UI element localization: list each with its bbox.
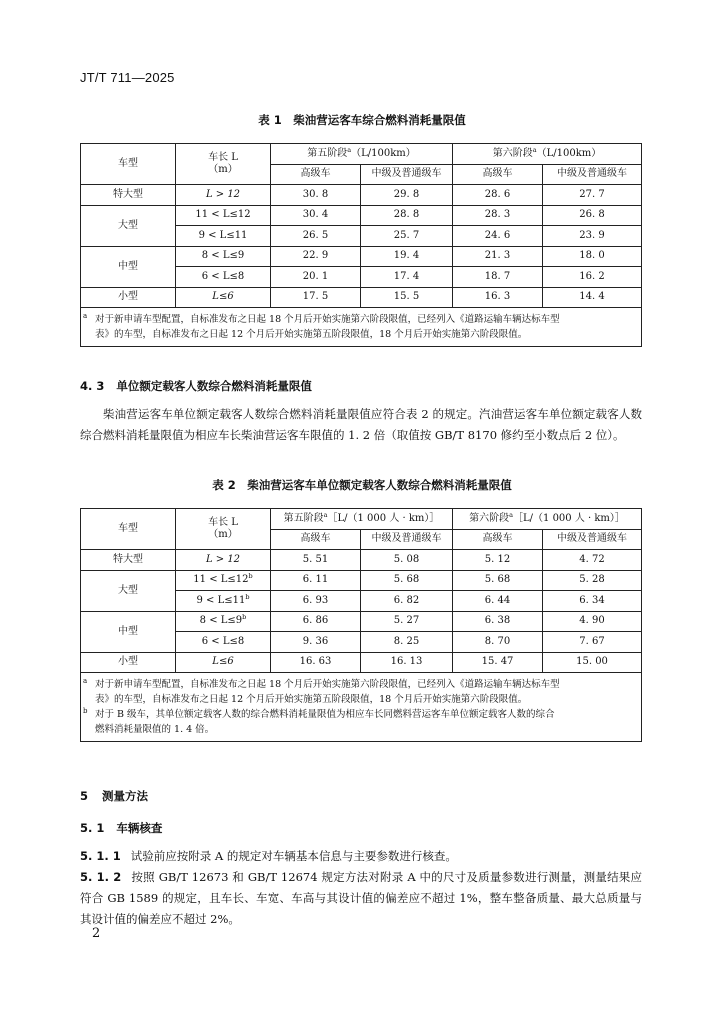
- table1-header-length: [176, 144, 271, 185]
- table1-row4-s6-mid: 16. 2: [543, 267, 642, 288]
- table2-footnote-b-text1: 对于 B 级车，其单位额定载客人数的综合燃料消耗量限值为相应车长同燃料营运客车单位额定载客人数的综合: [95, 709, 555, 720]
- table-row: [81, 652, 642, 673]
- clause-5-1-2: [80, 867, 642, 930]
- table2-header-stage5-label: 第五阶段: [283, 512, 324, 524]
- table1-footnote-a-mark: a: [83, 312, 88, 320]
- table2-row1-s6-high: 5. 68: [453, 570, 543, 591]
- table1-row5-length-value: L≤6: [212, 291, 234, 303]
- table2-row5-type: 小型: [81, 652, 176, 673]
- clause-5-1-2-number: 5. 1. 2: [80, 870, 122, 884]
- table1-row3-s5-high: 22. 9: [271, 246, 361, 267]
- table2-header-stage5: [271, 509, 453, 530]
- section-4-3-paragraph: 柴油营运客车单位额定载客人数综合燃料消耗量限值应符合表 2 的规定。汽油营运客车单位额定载客人数综合燃料消耗量限值为相应车长柴油营运客车限值的 1. 2 倍（取值按 GB/T 8170 修约至小数点后 2 位）。: [80, 407, 642, 442]
- table1-row3-s6-mid: 18. 0: [543, 246, 642, 267]
- table1-row0-length-value: L > 12: [205, 188, 241, 200]
- table2-row5-s6-mid: 15. 00: [543, 652, 642, 673]
- table2-row1-length-value: 11 < L≤12: [193, 574, 249, 586]
- table2-header-stage5-unit: ［L/（1 000 人 · km）］: [327, 512, 440, 524]
- section-5-number: 5: [80, 789, 89, 803]
- table1-footnote: [81, 308, 642, 347]
- table1-row0-length: [176, 185, 271, 206]
- table1-header-vehicle-type: 车型: [81, 144, 176, 185]
- table1-row5-type: 小型: [81, 287, 176, 308]
- table1-footnote-a-line2: 表》的车型，自标准发布之日起 12 个月后开始实施第五阶段限值，18 个月后开始实施第六阶段限值。: [95, 329, 528, 340]
- table2-row2-s5-mid: 6. 82: [361, 591, 453, 612]
- table1-row5-length: [176, 287, 271, 308]
- clause-5-1-1-text: 试验前应按附录 A 的规定对车辆基本信息与主要参数进行核查。: [130, 849, 457, 863]
- table2-row5-length: [176, 652, 271, 673]
- table1-row4-s6-high: 18. 7: [453, 267, 543, 288]
- table2-header-vehicle-type: 车型: [81, 509, 176, 550]
- table1-row3-s6-high: 21. 3: [453, 246, 543, 267]
- table1-header-length-label: 车长 L: [208, 152, 238, 163]
- table-row: [81, 611, 642, 632]
- table-row: [81, 205, 642, 226]
- table2-footnote-a-mark: a: [83, 677, 88, 685]
- table1-header-stage6-label: 第六阶段: [492, 147, 533, 159]
- table2-row5-s5-high: 16. 63: [271, 652, 361, 673]
- table2-row0-s5-high: 5. 51: [271, 550, 361, 571]
- table1-row4-s5-high: 20. 1: [271, 267, 361, 288]
- table1-row1-s6-mid: 26. 8: [543, 205, 642, 226]
- table1-row2-s6-mid: 23. 9: [543, 226, 642, 247]
- clause-5-1-1: [80, 846, 642, 867]
- table2-row0-length: [176, 550, 271, 571]
- table1-row1-type: 大型: [81, 205, 176, 246]
- table2-row4-s6-high: 8. 70: [453, 632, 543, 653]
- table1-header-length-unit: （m）: [208, 164, 238, 175]
- table-row: [81, 287, 642, 308]
- table2-row3-s6-mid: 4. 90: [543, 611, 642, 632]
- table1-header-stage5-footmark: a: [347, 145, 352, 154]
- table1-row3-length: 8 < L≤9: [176, 246, 271, 267]
- table1-row0-s6-high: 28. 6: [453, 185, 543, 206]
- table2-footnote-b-line2: 燃料消耗量限值的 1. 4 倍。: [95, 724, 215, 735]
- table1-header-stage6-high: 高级车: [453, 164, 543, 185]
- table2-row3-s5-high: 6. 86: [271, 611, 361, 632]
- section-5-1-number: 5. 1: [80, 821, 105, 835]
- table2-row3-length-value: 8 < L≤9: [199, 615, 243, 627]
- table2-header-stage6-unit: ［L/（1 000 人 · km）］: [513, 512, 625, 524]
- table2-row3-s6-high: 6. 38: [453, 611, 543, 632]
- table1-footnote-a-line1: [83, 312, 633, 327]
- table2-row1-length: [176, 570, 271, 591]
- table2-footnote-a-line2: 表》的车型，自标准发布之日起 12 个月后开始实施第五阶段限值，18 个月后开始实施第六阶段限值。: [95, 694, 528, 705]
- table1-row5-s6-high: 16. 3: [453, 287, 543, 308]
- table1-row2-length: 9 < L≤11: [176, 226, 271, 247]
- clause-5-1-1-number: 5. 1. 1: [80, 849, 121, 863]
- section-4-3-title: 单位额定载客人数综合燃料消耗量限值: [116, 379, 312, 393]
- table2-row1-s5-mid: 5. 68: [361, 570, 453, 591]
- table2-row5-s5-mid: 16. 13: [361, 652, 453, 673]
- table2-header-length-label: 车长 L: [208, 517, 238, 528]
- clause-5-1-2-text: 按照 GB/T 12673 和 GB/T 12674 规定方法对附录 A 中的尺寸及质量参数进行测量，测量结果应符合 GB 1589 的规定，且车长、车宽、车高与其设计值的偏差应不超过 1%，整车整备质量、最大总质量与其设计值的偏差应不超过 2%。: [80, 870, 643, 926]
- section-4-3-number: 4. 3: [80, 379, 105, 393]
- table1-row0-type: 特大型: [81, 185, 176, 206]
- table1-row5-s5-mid: 15. 5: [361, 287, 453, 308]
- table2-row0-length-value: L > 12: [205, 553, 241, 565]
- table1-header-stage6: [453, 144, 642, 165]
- table2-row1-type: 大型: [81, 570, 176, 611]
- table2-row4-s5-high: 9. 36: [271, 632, 361, 653]
- table2-footnote-b-line1: [83, 707, 633, 722]
- table-row: [81, 185, 642, 206]
- table2-row0-s6-mid: 4. 72: [543, 550, 642, 571]
- table-row: [81, 550, 642, 571]
- table2-row2-length-value: 9 < L≤11: [196, 594, 246, 606]
- table1-header-stage6-footmark: a: [532, 145, 537, 154]
- table1-row4-length: 6 < L≤8: [176, 267, 271, 288]
- section-5-heading: [80, 788, 148, 804]
- table2-row5-s6-high: 15. 47: [453, 652, 543, 673]
- table1-header-stage5-mid: 中级及普通级车: [361, 164, 453, 185]
- table1-header-stage5-label: 第五阶段: [307, 147, 348, 159]
- table2-row4-s6-mid: 7. 67: [543, 632, 642, 653]
- table2-row0-s5-mid: 5. 08: [361, 550, 453, 571]
- table2-caption: 表 2 柴油营运客车单位额定载客人数综合燃料消耗量限值: [212, 478, 512, 492]
- table1-header-stage5: [271, 144, 453, 165]
- table2-row2-footmark: b: [245, 592, 250, 601]
- table1-row2-s5-high: 26. 5: [271, 226, 361, 247]
- table2: [80, 508, 642, 742]
- table2-header-stage6-label: 第六阶段: [469, 512, 510, 524]
- table1: [80, 143, 642, 347]
- table2-row0-type: 特大型: [81, 550, 176, 571]
- table2-row3-length: [176, 611, 271, 632]
- table2-footnote: [81, 673, 642, 742]
- table2-row2-length: [176, 591, 271, 612]
- page-number: 2: [92, 926, 101, 941]
- table1-row4-s5-mid: 17. 4: [361, 267, 453, 288]
- table1-caption: 表 1 柴油营运客车综合燃料消耗量限值: [258, 113, 466, 127]
- table2-row2-s5-high: 6. 93: [271, 591, 361, 612]
- table1-row1-s5-high: 30. 4: [271, 205, 361, 226]
- table2-footnote-b-mark: b: [83, 707, 88, 715]
- table1-row2-s6-high: 24. 6: [453, 226, 543, 247]
- table1-row0-s5-mid: 29. 8: [361, 185, 453, 206]
- standard-code-header: JT/T 711—2025: [80, 70, 175, 85]
- section-5-1-title: 车辆核查: [116, 821, 163, 835]
- table1-header-stage5-high: 高级车: [271, 164, 361, 185]
- table1-header-stage5-unit: （L/100km）: [351, 147, 416, 159]
- section-5-title: 测量方法: [102, 789, 149, 803]
- table2-header-stage5-footmark: a: [323, 510, 328, 519]
- section-5-1-heading: [80, 820, 162, 836]
- table2-row0-s6-high: 5. 12: [453, 550, 543, 571]
- table2-row1-footmark: b: [248, 572, 253, 581]
- table2-row2-s6-mid: 6. 34: [543, 591, 642, 612]
- table2-row3-type: 中型: [81, 611, 176, 652]
- table1-row3-type: 中型: [81, 246, 176, 287]
- table2-header-stage6-footmark: a: [509, 510, 514, 519]
- table2-footnote-a-line1: [83, 677, 633, 692]
- table2-footnote-a-text1: 对于新申请车型配置，自标准发布之日起 18 个月后开始实施第六阶段限值，已经列入《道路运输车辆达标车型: [95, 679, 560, 690]
- table1-row2-s5-mid: 25. 7: [361, 226, 453, 247]
- table-row: [81, 246, 642, 267]
- table1-header-stage6-mid: 中级及普通级车: [543, 164, 642, 185]
- table2-header-stage6: [453, 509, 642, 530]
- table2-header-length-unit: （m）: [208, 529, 238, 540]
- table1-row0-s5-high: 30. 8: [271, 185, 361, 206]
- table1-row5-s5-high: 17. 5: [271, 287, 361, 308]
- table2-header-stage5-high: 高级车: [271, 529, 361, 550]
- table1-header-stage6-unit: （L/100km）: [536, 147, 602, 159]
- table1-row0-s6-mid: 27. 7: [543, 185, 642, 206]
- table2-row5-length-value: L≤6: [212, 656, 234, 668]
- table1-row5-s6-mid: 14. 4: [543, 287, 642, 308]
- table2-row4-length: 6 < L≤8: [176, 632, 271, 653]
- table1-row1-s6-high: 28. 3: [453, 205, 543, 226]
- table1-footnote-a-text1: 对于新申请车型配置，自标准发布之日起 18 个月后开始实施第六阶段限值，已经列入《道路运输车辆达标车型: [95, 314, 560, 325]
- table2-row1-s6-mid: 5. 28: [543, 570, 642, 591]
- table2-row1-s5-high: 6. 11: [271, 570, 361, 591]
- table-row: [81, 570, 642, 591]
- table1-row1-length: 11 < L≤12: [176, 205, 271, 226]
- table2-row4-s5-mid: 8. 25: [361, 632, 453, 653]
- table1-row1-s5-mid: 28. 8: [361, 205, 453, 226]
- table2-row3-s5-mid: 5. 27: [361, 611, 453, 632]
- table2-header-length: [176, 509, 271, 550]
- table2-header-stage5-mid: 中级及普通级车: [361, 529, 453, 550]
- table2-header-stage6-mid: 中级及普通级车: [543, 529, 642, 550]
- table2-header-stage6-high: 高级车: [453, 529, 543, 550]
- table2-row2-s6-high: 6. 44: [453, 591, 543, 612]
- table1-row3-s5-mid: 19. 4: [361, 246, 453, 267]
- section-4-3-heading: [80, 378, 312, 394]
- table2-row3-footmark: b: [242, 613, 247, 622]
